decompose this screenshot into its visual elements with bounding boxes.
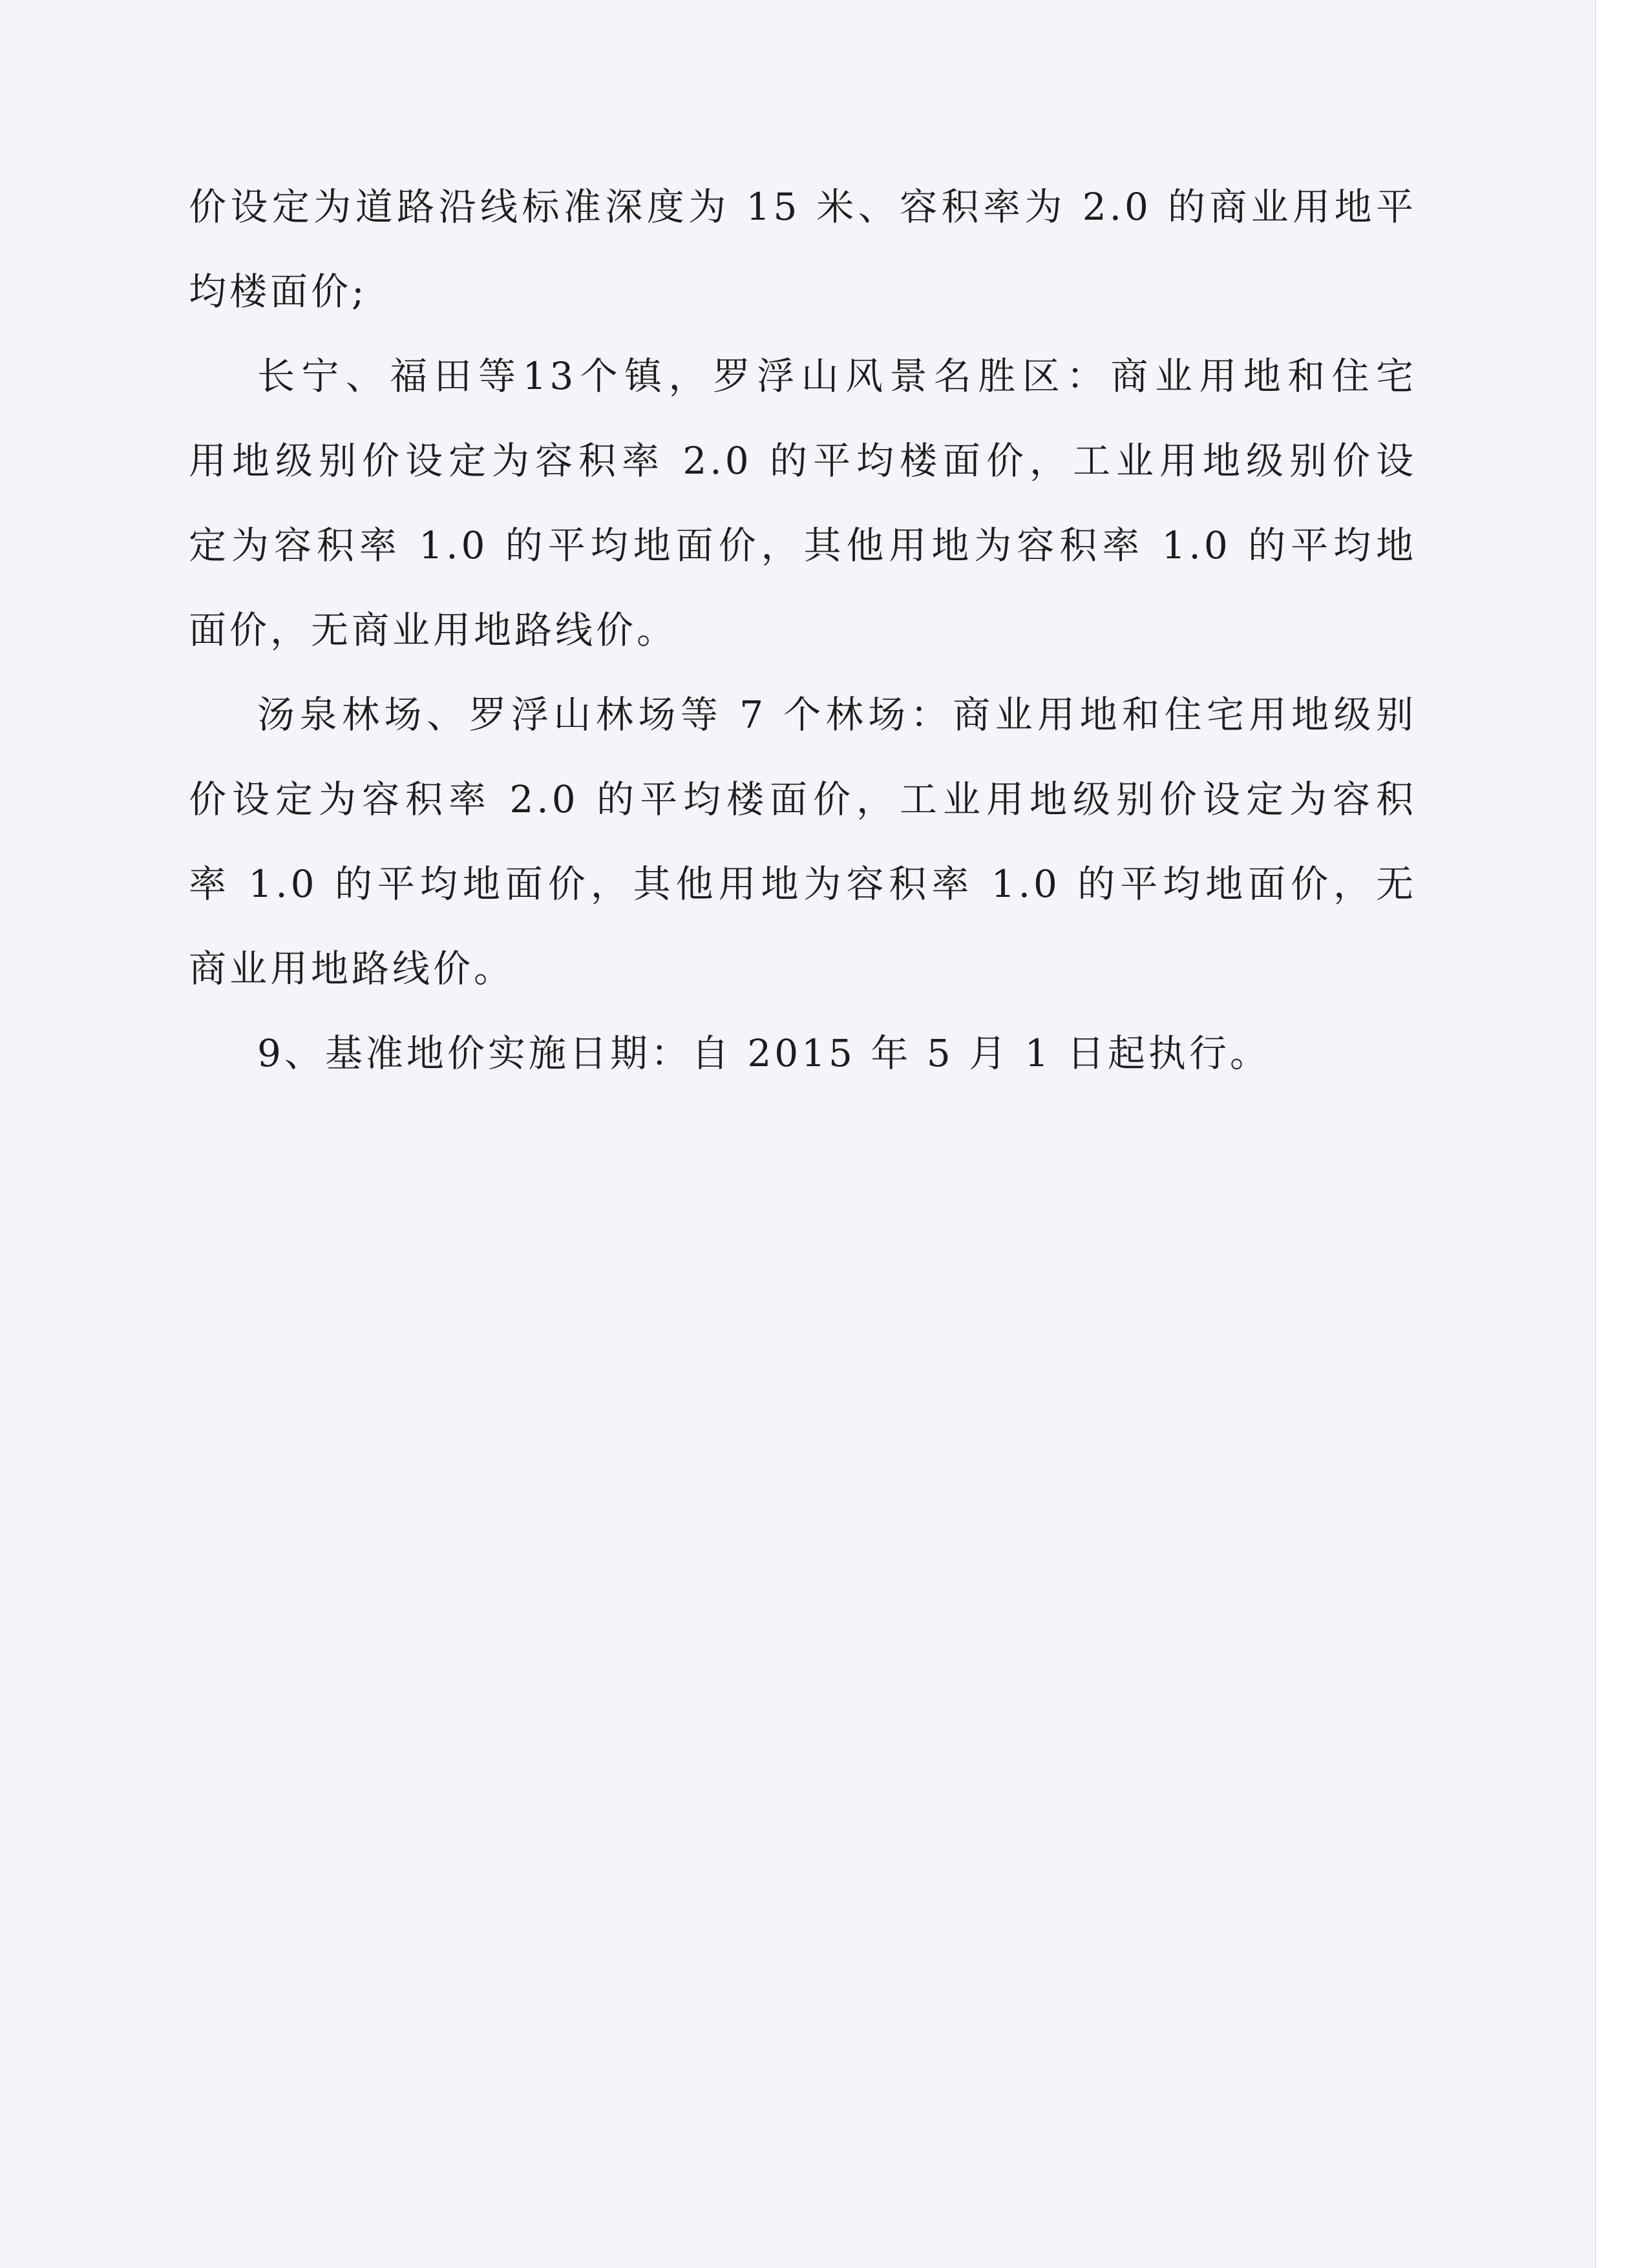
text-line: 价设定为道路沿线标准深度为 15 米、容积率为 2.0 的商业用地平 (189, 185, 1417, 229)
text-line: 均楼面价; (189, 269, 368, 313)
paragraph-towns (189, 334, 1417, 673)
paragraph-forest-farms (189, 673, 1417, 1011)
text-line: 定为容积率 1.0 的平均地面价，其他用地为容积率 1.0 的平均地 (189, 523, 1417, 567)
text-line: 率 1.0 的平均地面价，其他用地为容积率 1.0 的平均地面价，无 (189, 862, 1417, 906)
page-margin (1595, 0, 1648, 2268)
text-line: 价设定为容积率 2.0 的平均楼面价，工业用地级别价设定为容积 (189, 777, 1417, 821)
paragraph-commercial-road-price (189, 165, 1417, 334)
document-body (189, 165, 1417, 1096)
text-line: 长宁、福田等13个镇，罗浮山风景名胜区：商业用地和住宅 (257, 354, 1417, 398)
text-line: 商业用地路线价。 (189, 947, 515, 991)
paragraph-effective-date (189, 1011, 1417, 1096)
text-line: 面价，无商业用地路线价。 (189, 608, 678, 652)
text-line: 汤泉林场、罗浮山林场等 7 个林场：商业用地和住宅用地级别 (257, 693, 1417, 737)
text-line: 9、基准地价实施日期：自 2015 年 5 月 1 日起执行。 (257, 1031, 1271, 1075)
text-line: 用地级别价设定为容积率 2.0 的平均楼面价，工业用地级别价设 (189, 439, 1417, 483)
